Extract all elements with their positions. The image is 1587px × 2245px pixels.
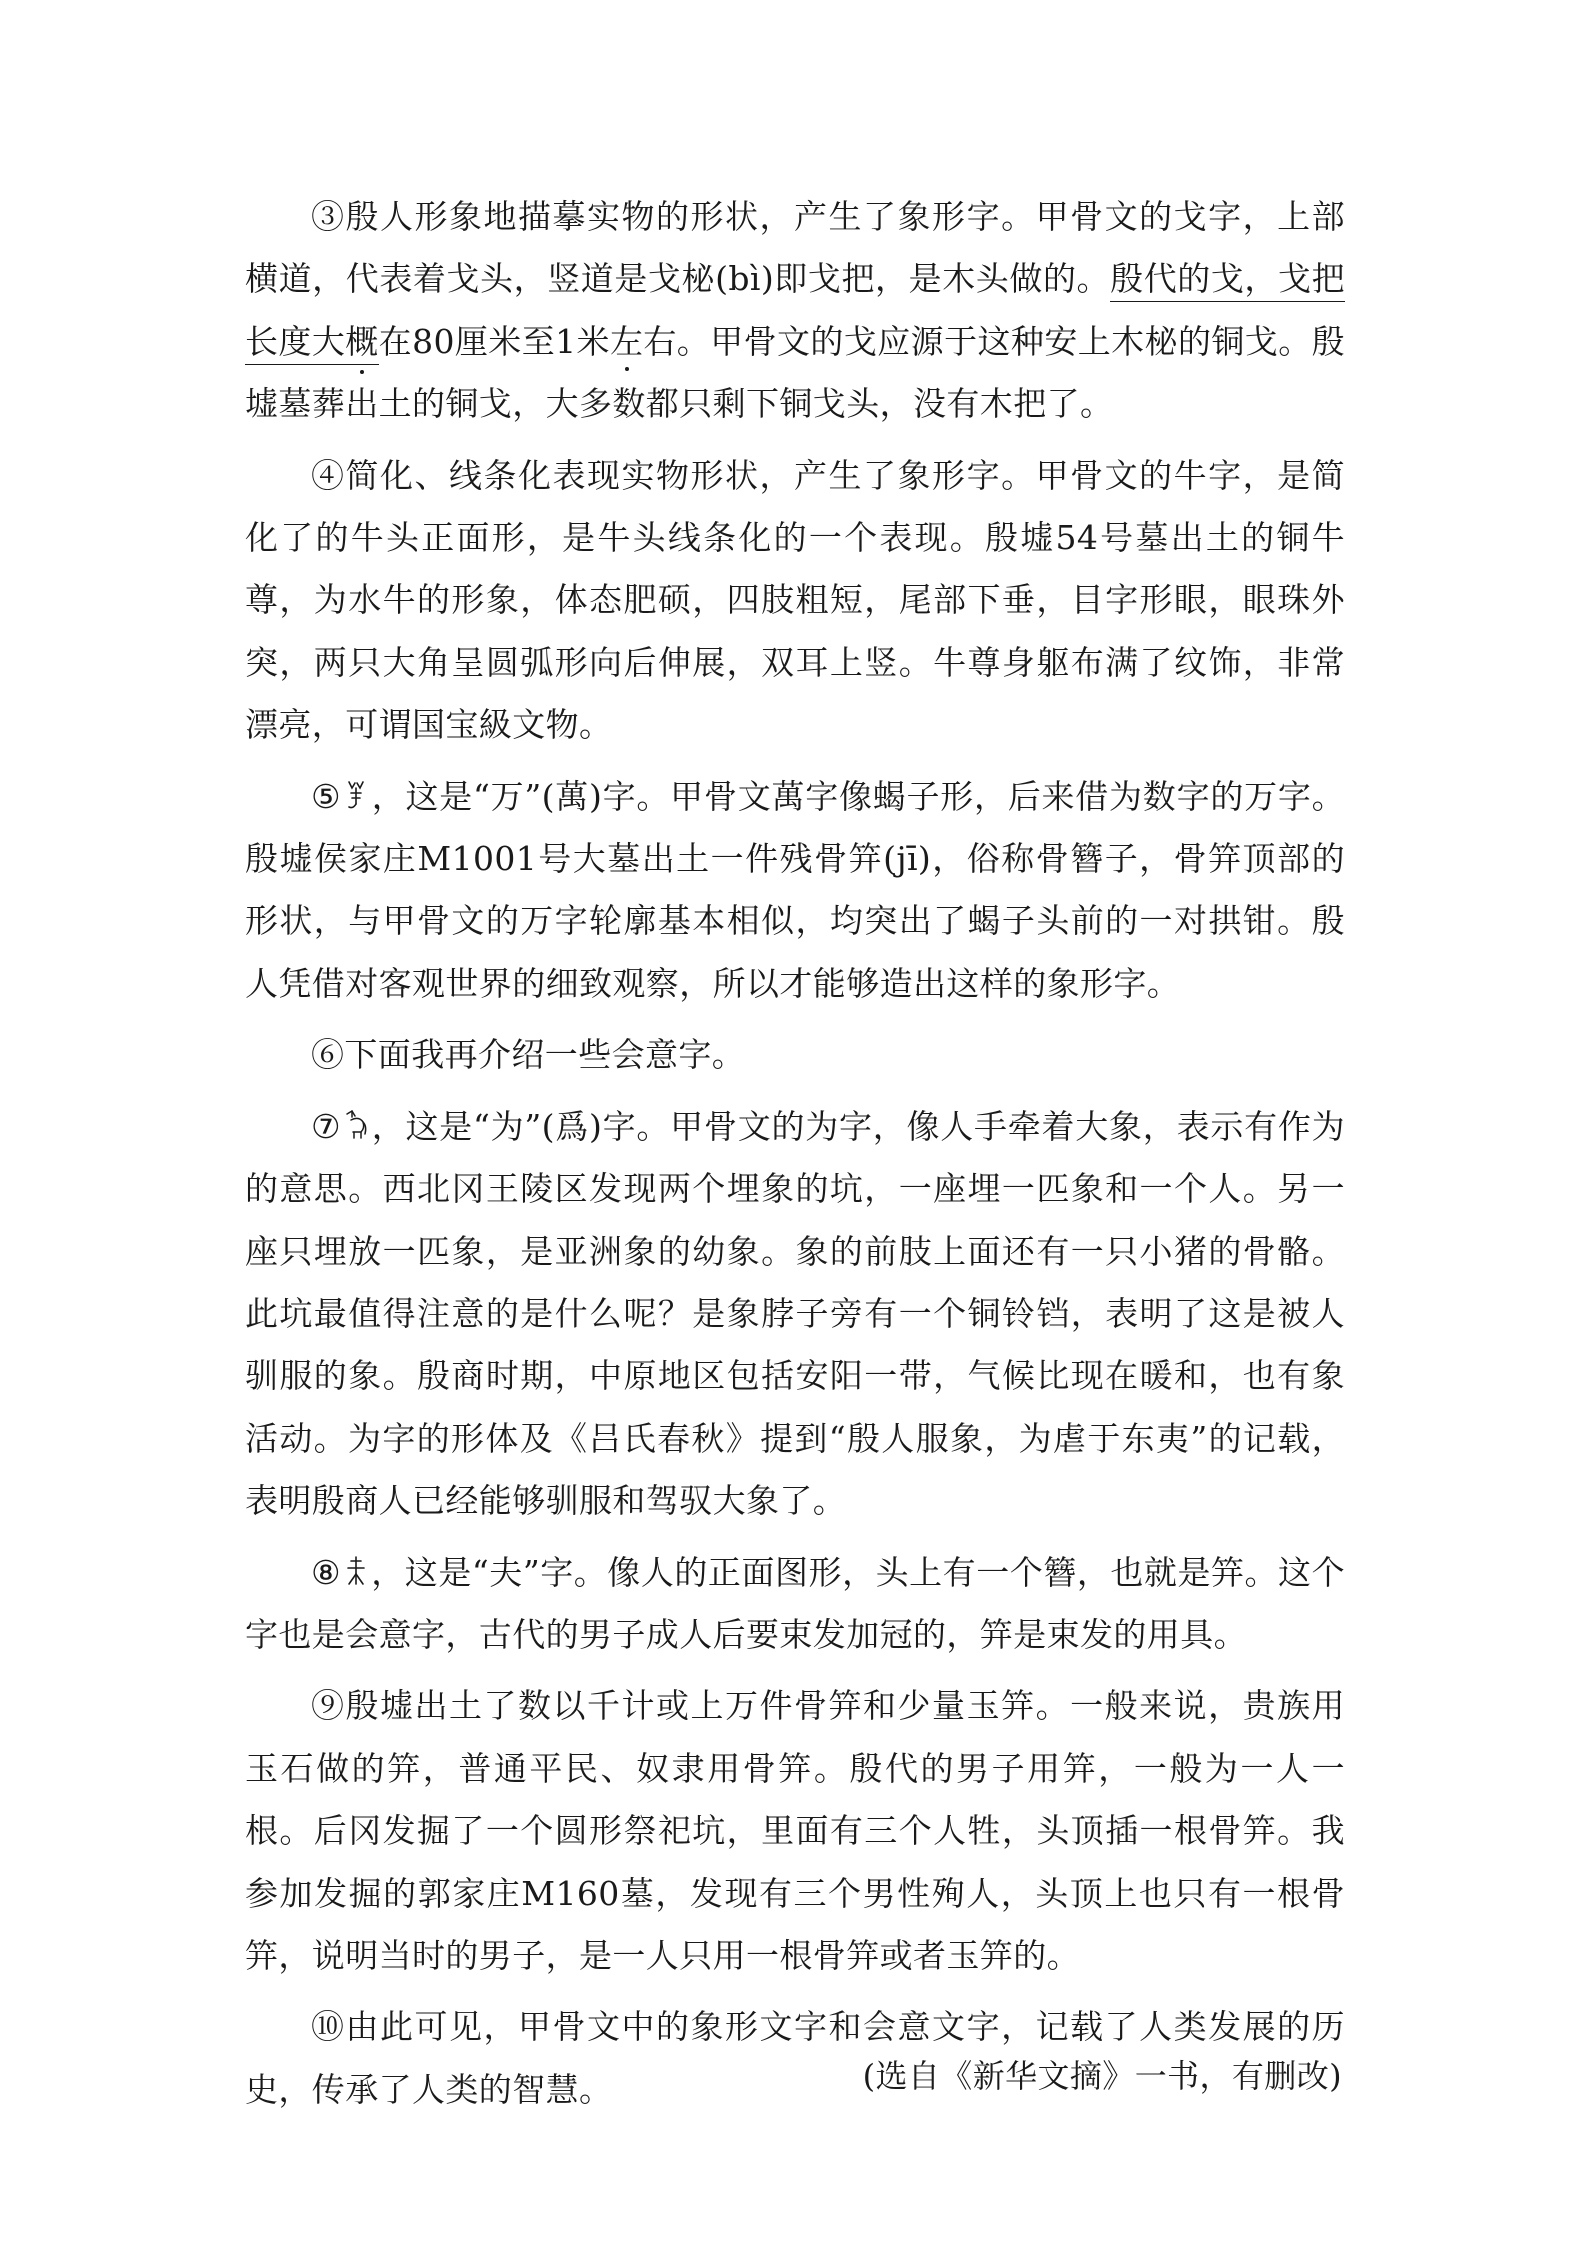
paragraph-text: ，这是“夫”字。像人的正面图形，头上有一个簪，也就是笄。这个字也是会意字，古代的男子成人后要束发加冠的，笄是束发的用具。 <box>245 1552 1345 1654</box>
paragraph-text: ④简化、线条化表现实物形状，产生了象形字。甲骨文的牛字，是简化了的牛头正面形，是牛头线条化的一个表现。殷墟54号墓出土的铜牛尊，为水牛的形象，体态肥硕，四肢粗短，尾部下垂，目字形眼，眼珠外突，两只大角呈圆弧形向后伸展，双耳上竖。牛尊身躯布满了纹饰，非常漂亮，可谓国宝級文物。 <box>245 455 1345 745</box>
paragraph-text: 左 <box>609 321 644 361</box>
scorpion-oracle-glyph-icon <box>343 778 369 812</box>
elephant-hand-oracle-glyph-icon <box>343 1108 369 1142</box>
paragraph-text: 概 <box>345 322 378 365</box>
source-citation: (选自《新华文摘》一书，有删改) <box>862 2057 1342 2095</box>
paragraph-p8 <box>245 1542 1345 1667</box>
paragraph-text: ③殷人形象地描摹实物的形状，产生了象形字。甲骨文的戈字，上部横道，代表着戈头，竖道是戈柲(bì)即戈把，是木头做的。 <box>245 197 1345 299</box>
paragraph-p5 <box>245 766 1345 1016</box>
paragraph-text: ⑧ <box>311 1552 342 1592</box>
paragraph-text: 大 <box>312 322 345 365</box>
paragraph-text: ⑨殷墟出土了数以千计或上万件骨笄和少量玉笄。一般来说，贵族用玉石做的笄，普通平民、奴隶用骨笄。殷代的男子用笄，一般为一人一根。后冈发掘了一个圆形祭祀坑，里面有三个人牲，头顶插一根骨笄。我参加发掘的郭家庄M160墓，发现有三个男性殉人，头顶上也只有一根骨笄，说明当时的男子，是一人只用一根骨笄或者玉笄的。 <box>245 1686 1345 1975</box>
paragraph-text: 右。甲骨文的戈应源于这种安上木柲的铜戈。殷墟墓葬出土的铜戈，大多数都只剩下铜戈头，没有木把了。 <box>245 321 1346 424</box>
paragraph-text: ⑤ <box>311 776 342 816</box>
person-hairpin-oracle-glyph-icon <box>343 1554 369 1588</box>
paragraph-text: 在80厘米至1米 <box>378 321 610 361</box>
paragraph-text: ，这是“为”(爲)字。甲骨文的为字，像人手牵着大象，表示有作为的意思。西北冈王陵区发现两个埋象的坑，一座埋一匹象和一个人。另一座只埋放一匹象，是亚洲象的幼象。象的前肢上面还有一只小猪的骨骼。此坑最值得注意的是什么呢？是象脖子旁有一个铜铃铛，表明了这是被人驯服的象。殷商时期，中原地区包括安阳一带，气候比现在暖和，也有象活动。为字的形体及《吕氏春秋》提到“殷人服象，为虐于东夷”的记载，表明殷商人已经能够驯服和驾驭大象了。 <box>245 1106 1345 1521</box>
paragraph-text: 殷代的戈，戈把长度 <box>245 259 1345 364</box>
article-body <box>245 186 1345 2130</box>
paragraph-p6 <box>245 1024 1345 1086</box>
paragraph-text: ，这是“万”(萬)字。甲骨文萬字像蝎子形，后来借为数字的万字。殷墟侯家庄M1001号大墓出土一件残骨笄(jī)，俗称骨簪子，骨笄顶部的形状，与甲骨文的万字轮廓基本相似，均突出了蝎子头前的一对拱钳。殷人凭借对客观世界的细致观察，所以才能够造出这样的象形字。 <box>245 776 1345 1003</box>
paragraph-text: ⑥下面我再介绍一些会意字。 <box>311 1035 746 1075</box>
paragraph-p3 <box>245 186 1345 436</box>
paragraph-text: ⑦ <box>311 1106 342 1146</box>
paragraph-p9 <box>245 1675 1345 1987</box>
paragraph-p4 <box>245 445 1345 757</box>
paragraph-text: ⑩由此可见，甲骨文中的象形文字和会意文字，记载了人类发展的历史，传承了人类的智慧。 <box>245 2007 1345 2109</box>
paragraph-p7 <box>245 1096 1345 1533</box>
